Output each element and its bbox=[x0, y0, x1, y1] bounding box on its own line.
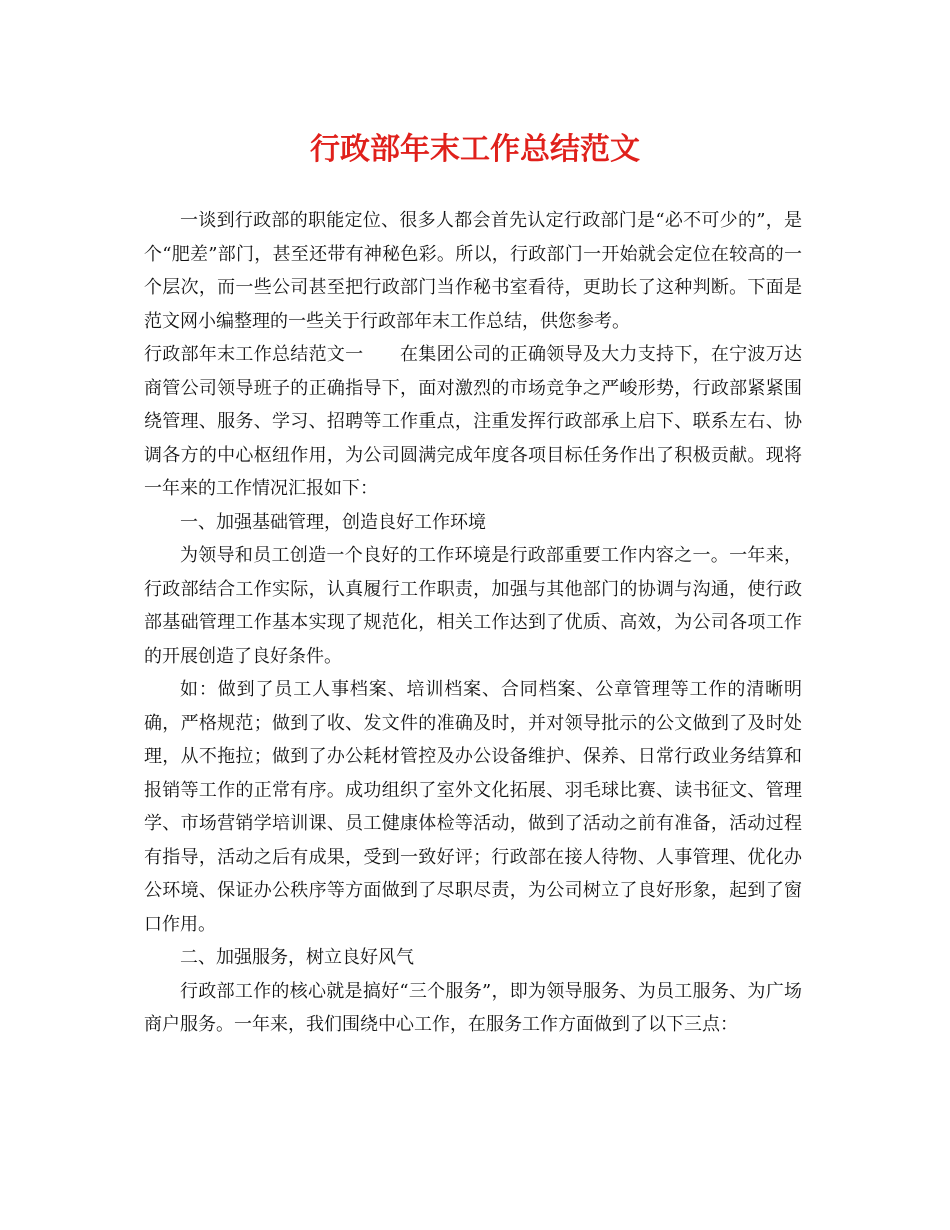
sample-one-paragraph: 行政部年末工作总结范文一 在集团公司的正确领导及大力支持下，在宁波万达商管公司领导班子的正确指导下，面对激烈的市场竞争之严峻形势，行政部紧紧围绕管理、服务、学习、招聘等工作重点，注重发挥行政部承上启下、联系左右、协调各方的中心枢纽作用，为公司圆满完成年度各项目标任务作出了积极贡献。现将一年来的工作情况汇报如下： bbox=[144, 344, 802, 499]
document-title: 行政部年末工作总结范文 bbox=[310, 132, 640, 167]
section-2-paragraph-1: 行政部工作的核心就是搞好“三个服务”，即为领导服务、为员工服务、为广场商户服务。一年来，我们围绕中心工作，在服务工作方面做到了以下三点： bbox=[144, 980, 802, 1035]
section-1-paragraph-2: 如：做到了员工人事档案、培训档案、合同档案、公章管理等工作的清晰明确，严格规范；做到了收、发文件的准确及时，并对领导批示的公文做到了及时处理，从不拖拉；做到了办公耗材管控及办公设备维护、保养、日常行政业务结算和报销等工作的正常有序。成功组织了室外文化拓展、羽毛球比赛、读书征文、管理学、市场营销学培训课、员工健康体检等活动，做到了活动之前有准备，活动过程有指导，活动之后有成果，受到一致好评；行政部在接人待物、人事管理、优化办公环境、保证办公秩序等方面做到了尽职尽责，为公司树立了良好形象，起到了窗口作用。 bbox=[144, 679, 802, 935]
section-heading-2: 二、加强服务，树立良好风气 bbox=[180, 947, 414, 968]
intro-paragraph: 一谈到行政部的职能定位、很多人都会首先认定行政部门是“必不可少的”，是个“肥差”部门，甚至还带有神秘色彩。所以，行政部门一开始就会定位在较高的一个层次，而一些公司甚至把行政部门当作秘书室看待，更助长了这种判断。下面是范文网小编整理的一些关于行政部年末工作总结，供您参考。 bbox=[144, 210, 802, 332]
section-heading-1: 一、加强基础管理，创造良好工作环境 bbox=[180, 511, 486, 533]
section-1-paragraph-1: 为领导和员工创造一个良好的工作环境是行政部重要工作内容之一。一年来，行政部结合工作实际，认真履行工作职责，加强与其他部门的协调与沟通，使行政部基础管理工作基本实现了规范化，相关工作达到了优质、高效，为公司各项工作的开展创造了良好条件。 bbox=[144, 545, 802, 667]
document-body bbox=[144, 204, 802, 1042]
